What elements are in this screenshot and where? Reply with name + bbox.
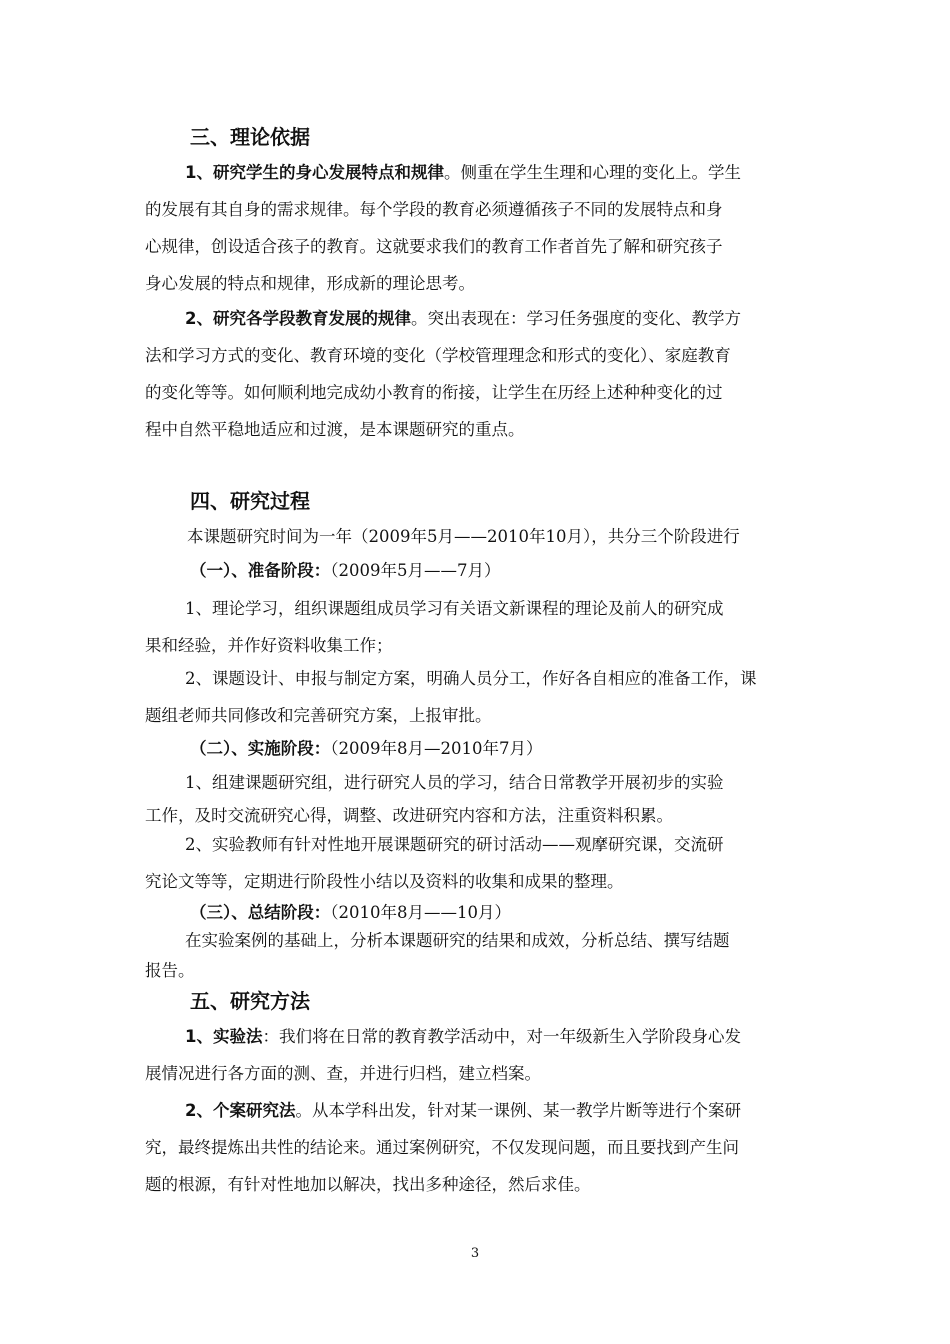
stage-label: （二）、实施阶段： [190,739,331,758]
paragraph-method-2 [145,1092,810,1203]
text-line: 究论文等等，定期进行阶段性小结以及资料的收集和成果的整理。 [145,872,624,891]
stage-date: （2010年8月——10月） [330,903,511,922]
text-line: 的发展有其自身的需求规律。每个学段的教育必须遵循孩子不同的发展特点和身 [145,200,723,219]
paragraph-stage3 [145,926,810,986]
process-intro: 本课题研究时间为一年（2009年5月——2010年10月），共分三个阶段进行 [187,527,740,546]
text-line: 2、课题设计、申报与制定方案，明确人员分工，作好各自相应的准备工作，课 [185,669,757,688]
stage-date: （2009年5月——7月） [330,561,501,580]
bold-lead: 2、个案研究法 [185,1101,296,1120]
page-number: 3 [470,1246,480,1261]
section-heading-methods: 五、研究方法 [190,989,310,1013]
paragraph-theory-1 [145,154,810,302]
text-line: 1、理论学习，组织课题组成员学习有关语文新课程的理论及前人的研究成 [185,599,724,618]
text-line: 程中自然平稳地适应和过渡，是本课题研究的重点。 [145,420,525,439]
text-line [145,154,810,191]
text-line: 究，最终提炼出共性的结论来。通过案例研究，不仅发现问题，而且要找到产生问 [145,1138,739,1157]
text-fragment: 。侧重在学生生理和心理的变化上。学生 [443,163,741,182]
text-line: 果和经验，并作好资料收集工作； [145,636,393,655]
stage-date: （2009年8月—2010年7月） [330,739,543,758]
text-line: 展情况进行各方面的测、查，并进行归档，建立档案。 [145,1064,541,1083]
section-heading-process: 四、研究过程 [190,489,310,513]
text-line [145,300,810,337]
text-line [145,1018,810,1055]
paragraph-theory-2 [145,300,810,448]
text-fragment: ：我们将在日常的教育教学活动中，对一年级新生入学阶段身心发 [262,1027,741,1046]
text-line: 在实验案例的基础上，分析本课题研究的结果和成效，分析总结、撰写结题 [185,931,730,950]
text-fragment: 。从本学科出发，针对某一课例、某一教学片断等进行个案研 [295,1101,741,1120]
text-line: 工作，及时交流研究心得，调整、改进研究内容和方法，注重资料积累。 [145,806,673,825]
text-line [145,1092,810,1129]
stage-heading-preparation [190,560,501,582]
bold-lead: 1、实验法 [185,1027,263,1046]
text-line: 题的根源，有针对性地加以解决，找出多种途径，然后求佳。 [145,1175,591,1194]
stage-heading-summary [190,902,511,924]
text-line: 1、组建课题研究组，进行研究人员的学习，结合日常教学开展初步的实验 [185,773,724,792]
text-line: 题组老师共同修改和完善研究方案，上报审批。 [145,706,492,725]
stage-heading-implementation [190,738,542,760]
paragraph-stage1-item2 [145,660,810,734]
text-line: 身心发展的特点和规律，形成新的理论思考。 [145,274,475,293]
paragraph-stage2-item2 [145,826,810,900]
text-line: 法和学习方式的变化、教育环境的变化（学校管理理念和形式的变化）、家庭教育 [145,346,731,365]
bold-lead: 2、研究各学段教育发展的规律 [185,309,411,328]
text-line: 心规律，创设适合孩子的教育。这就要求我们的教育工作者首先了解和研究孩子 [145,237,723,256]
stage-label: （一）、准备阶段： [190,561,331,580]
section-heading-theory: 三、理论依据 [190,125,310,149]
bold-lead: 1、研究学生的身心发展特点和规律 [185,163,444,182]
paragraph-stage2-item1 [145,766,810,832]
text-fragment: 。突出表现在：学习任务强度的变化、教学方 [410,309,741,328]
stage-label: （三）、总结阶段： [190,903,331,922]
text-line: 报告。 [145,961,195,980]
paragraph-stage1-item1 [145,590,810,664]
text-line: 2、实验教师有针对性地开展课题研究的研讨活动——观摩研究课，交流研 [185,835,724,854]
text-line: 的变化等等。如何顺利地完成幼小教育的衔接，让学生在历经上述种种变化的过 [145,383,723,402]
paragraph-method-1 [145,1018,810,1092]
